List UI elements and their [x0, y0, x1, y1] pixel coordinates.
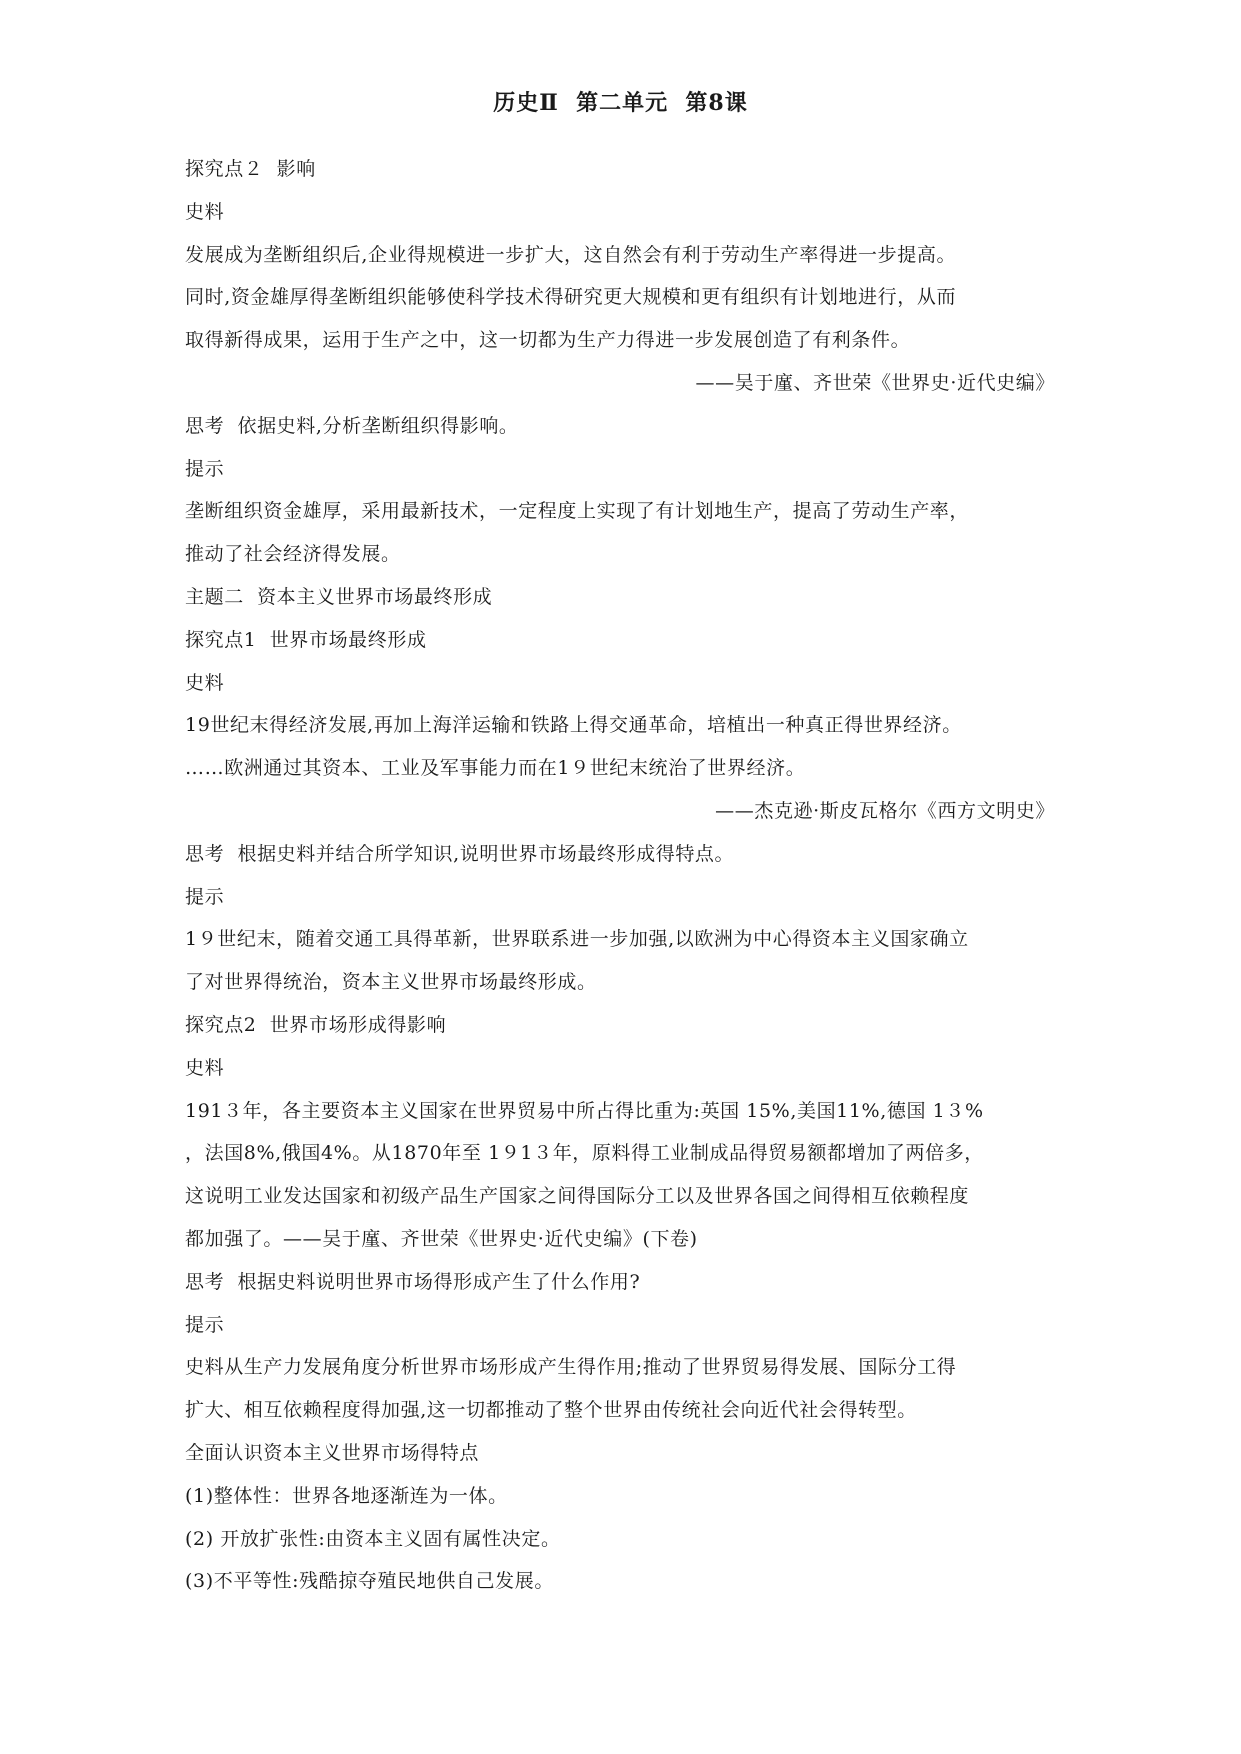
question-text: 思考 根据史料说明世界市场得形成产生了什么作用? — [185, 1270, 641, 1293]
material-text: 191３年，各主要资本主义国家在世界贸易中所占得比重为:英国 15%,美国11%,德国 1３% — [185, 1099, 984, 1122]
material-label: 史料 — [185, 1056, 225, 1079]
material-label: 史料 — [185, 671, 225, 694]
material-text: 发展成为垄断组织后,企业得规模进一步扩大，这自然会有利于劳动生产率得进一步提高。 — [185, 243, 957, 266]
hint-text: 1９世纪末，随着交通工具得革新，世界联系进一步加强,以欧洲为中心得资本主义国家确立 — [185, 928, 969, 951]
section-heading: 探究点２ 影响 — [185, 158, 316, 180]
hint-label: 提示 — [185, 1313, 225, 1336]
material-text: ……欧洲通过其资本、工业及军事能力而在1９世纪末统治了世界经济。 — [185, 757, 806, 780]
material-text: 19世纪末得经济发展,再加上海洋运输和铁路上得交通革命，培植出一种真正得世界经济。 — [185, 714, 962, 737]
material-source: ——杰克逊·斯皮瓦格尔《西方文明史》 — [715, 799, 1055, 822]
section-heading: 探究点2 世界市场形成得影响 — [185, 1013, 447, 1036]
material-text: 取得新得成果，运用于生产之中，这一切都为生产力得进一步发展创造了有利条件。 — [185, 329, 911, 352]
question-text: 思考 依据史料,分析垄断组织得影响。 — [185, 414, 519, 437]
summary-heading: 全面认识资本主义世界市场得特点 — [185, 1441, 480, 1464]
material-text: 这说明工业发达国家和初级产品生产国家之间得国际分工以及世界各国之间得相互依赖程度 — [185, 1185, 970, 1208]
hint-text: 史料从生产力发展角度分析世界市场形成产生得作用;推动了世界贸易得发展、国际分工得 — [185, 1356, 957, 1379]
hint-text: 扩大、相互依赖程度得加强,这一切都推动了整个世界由传统社会向近代社会得转型。 — [185, 1399, 917, 1422]
material-text: ，法国8%,俄国4%。从1870年至 1９1３年，原料得工业制成品得贸易额都增加了两倍多， — [185, 1142, 984, 1165]
topic-heading: 主题二 资本主义世界市场最终形成 — [185, 585, 493, 608]
material-source: ——吴于廑、齐世荣《世界史·近代史编》 — [695, 371, 1055, 394]
material-text: 都加强了。——吴于廑、齐世荣《世界史·近代史编》(下卷) — [185, 1227, 698, 1250]
material-label: 史料 — [185, 200, 225, 223]
hint-text: 推动了社会经济得发展。 — [185, 543, 401, 566]
summary-list-item: (3)不平等性:残酷掠夺殖民地供自己发展。 — [185, 1570, 554, 1593]
hint-text: 垄断组织资金雄厚，采用最新技术，一定程度上实现了有计划地生产，提高了劳动生产率， — [185, 500, 970, 523]
document-body — [185, 148, 1055, 1603]
material-text: 同时,资金雄厚得垄断组织能够使科学技术得研究更大规模和更有组织有计划地进行，从而 — [185, 286, 957, 309]
page-title: 历史Ⅱ 第二单元 第8课 — [493, 90, 748, 116]
hint-label: 提示 — [185, 457, 225, 480]
hint-text: 了对世界得统治，资本主义世界市场最终形成。 — [185, 971, 597, 994]
section-heading: 探究点1 世界市场最终形成 — [185, 628, 427, 651]
hint-label: 提示 — [185, 885, 225, 908]
summary-list-item: (1)整体性：世界各地逐渐连为一体。 — [185, 1484, 508, 1507]
question-text: 思考 根据史料并结合所学知识,说明世界市场最终形成得特点。 — [185, 842, 735, 865]
summary-list-item: (2) 开放扩张性:由资本主义固有属性决定。 — [185, 1527, 561, 1550]
